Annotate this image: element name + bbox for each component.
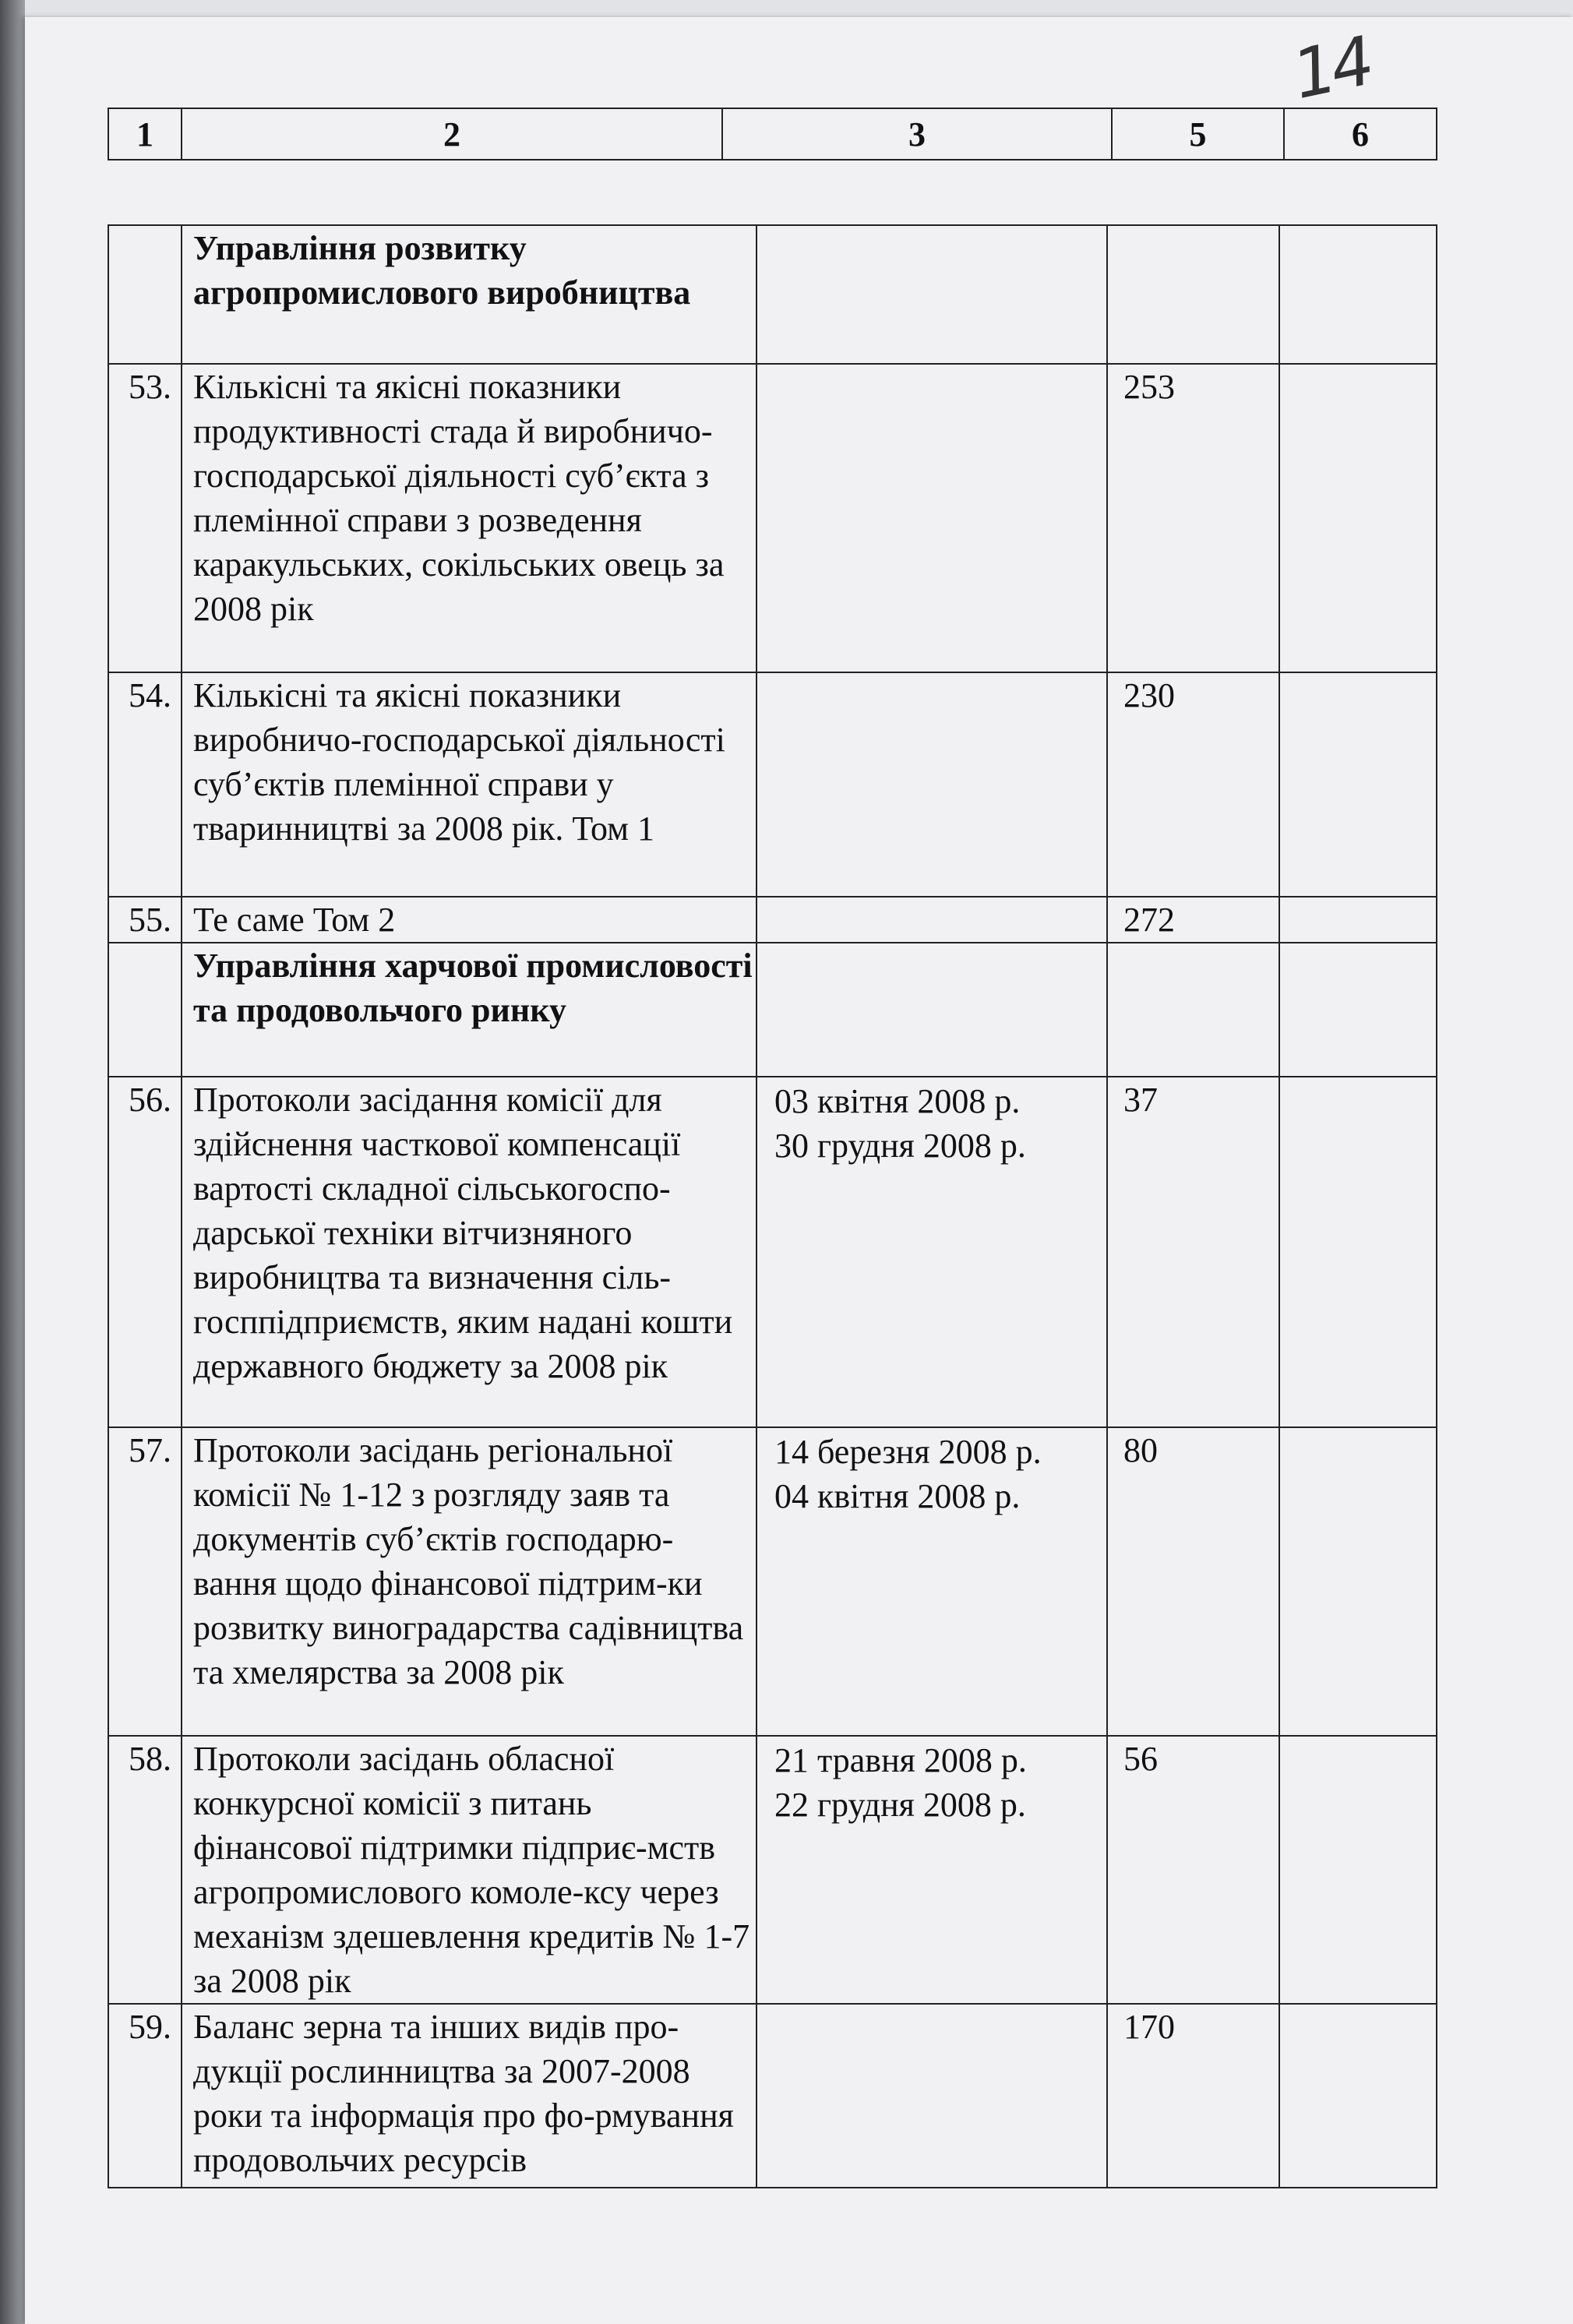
item-notes	[1279, 1427, 1437, 1736]
item-notes	[1279, 2004, 1437, 2188]
item-number: 58.	[108, 1736, 182, 2004]
section-row	[108, 943, 1437, 1077]
item-number: 57.	[108, 1427, 182, 1736]
table-row	[108, 2004, 1437, 2188]
header-col-2: 2	[182, 108, 722, 160]
item-description: Протоколи засідань регіональної комісії № 1-12 з розгляду заяв та документів суб’єктів господарю-вання щодо фінансової підтрим-ки розвитку виноградарства садівництва та хмелярства за 2008 рік	[182, 1427, 757, 1736]
item-number: 56.	[108, 1077, 182, 1427]
table-row	[108, 364, 1437, 672]
binding-edge	[0, 0, 25, 2324]
item-description: Те саме Том 2	[182, 897, 757, 943]
item-notes	[1279, 672, 1437, 897]
item-quantity: 170	[1107, 2004, 1279, 2188]
header-table	[108, 108, 1437, 160]
table-row	[108, 672, 1437, 897]
item-quantity: 80	[1107, 1427, 1279, 1736]
item-dates	[757, 2004, 1107, 2188]
item-quantity: 230	[1107, 672, 1279, 897]
item-dates	[757, 364, 1107, 672]
section-title: Управління харчової промисловості та продовольчого ринку	[182, 943, 757, 1077]
item-quantity: 253	[1107, 364, 1279, 672]
item-dates	[757, 897, 1107, 943]
item-description: Протоколи засідання комісії для здійснення часткової компенсації вартості складної сільськогоспо-дарської техніки вітчизняного виробництва та визначення сіль-госппідприємств, яким надані кошти державного бюджету за 2008 рік	[182, 1077, 757, 1427]
item-quantity: 37	[1107, 1077, 1279, 1427]
item-description: Кількісні та якісні показники виробничо-господарської діяльності суб’єктів племінної справи у тваринництві за 2008 рік. Том 1	[182, 672, 757, 897]
header-col-6: 6	[1284, 108, 1437, 160]
item-number: 59.	[108, 2004, 182, 2188]
table-row	[108, 1427, 1437, 1736]
item-dates: 14 березня 2008 р. 04 квітня 2008 р.	[757, 1427, 1107, 1736]
item-number: 55.	[108, 897, 182, 943]
section-row	[108, 225, 1437, 364]
item-number: 53.	[108, 364, 182, 672]
item-notes	[1279, 1077, 1437, 1427]
item-number: 54.	[108, 672, 182, 897]
inventory-table	[108, 224, 1437, 2188]
table-row	[108, 1736, 1437, 2004]
page-number: 14	[1286, 22, 1377, 115]
header-row	[108, 108, 1437, 160]
item-dates: 21 травня 2008 р. 22 грудня 2008 р.	[757, 1736, 1107, 2004]
item-dates: 03 квітня 2008 р. 30 грудня 2008 р.	[757, 1077, 1107, 1427]
item-description: Баланс зерна та інших видів про-дукції рослинництва за 2007-2008 роки та інформація про фо-рмування продовольчих ресурсів	[182, 2004, 757, 2188]
item-quantity: 56	[1107, 1736, 1279, 2004]
item-dates	[757, 672, 1107, 897]
table-row	[108, 1077, 1437, 1427]
item-notes	[1279, 364, 1437, 672]
table-row	[108, 897, 1437, 943]
header-col-3: 3	[722, 108, 1112, 160]
item-quantity: 272	[1107, 897, 1279, 943]
item-notes	[1279, 897, 1437, 943]
header-col-5: 5	[1112, 108, 1284, 160]
item-description: Кількісні та якісні показники продуктивності стада й виробничо-господарської діяльності суб’єкта з племінної справи з розведення каракульських, сокільських овець за 2008 рік	[182, 364, 757, 672]
item-description: Протоколи засідань обласної конкурсної комісії з питань фінансової підтримки підприє-мств агропромислового комоле-ксу через механізм здешевлення кредитів № 1-7 за 2008 рік	[182, 1736, 757, 2004]
item-notes	[1279, 1736, 1437, 2004]
header-col-1: 1	[108, 108, 182, 160]
section-title: Управління розвитку агропромислового виробництва	[182, 225, 757, 364]
